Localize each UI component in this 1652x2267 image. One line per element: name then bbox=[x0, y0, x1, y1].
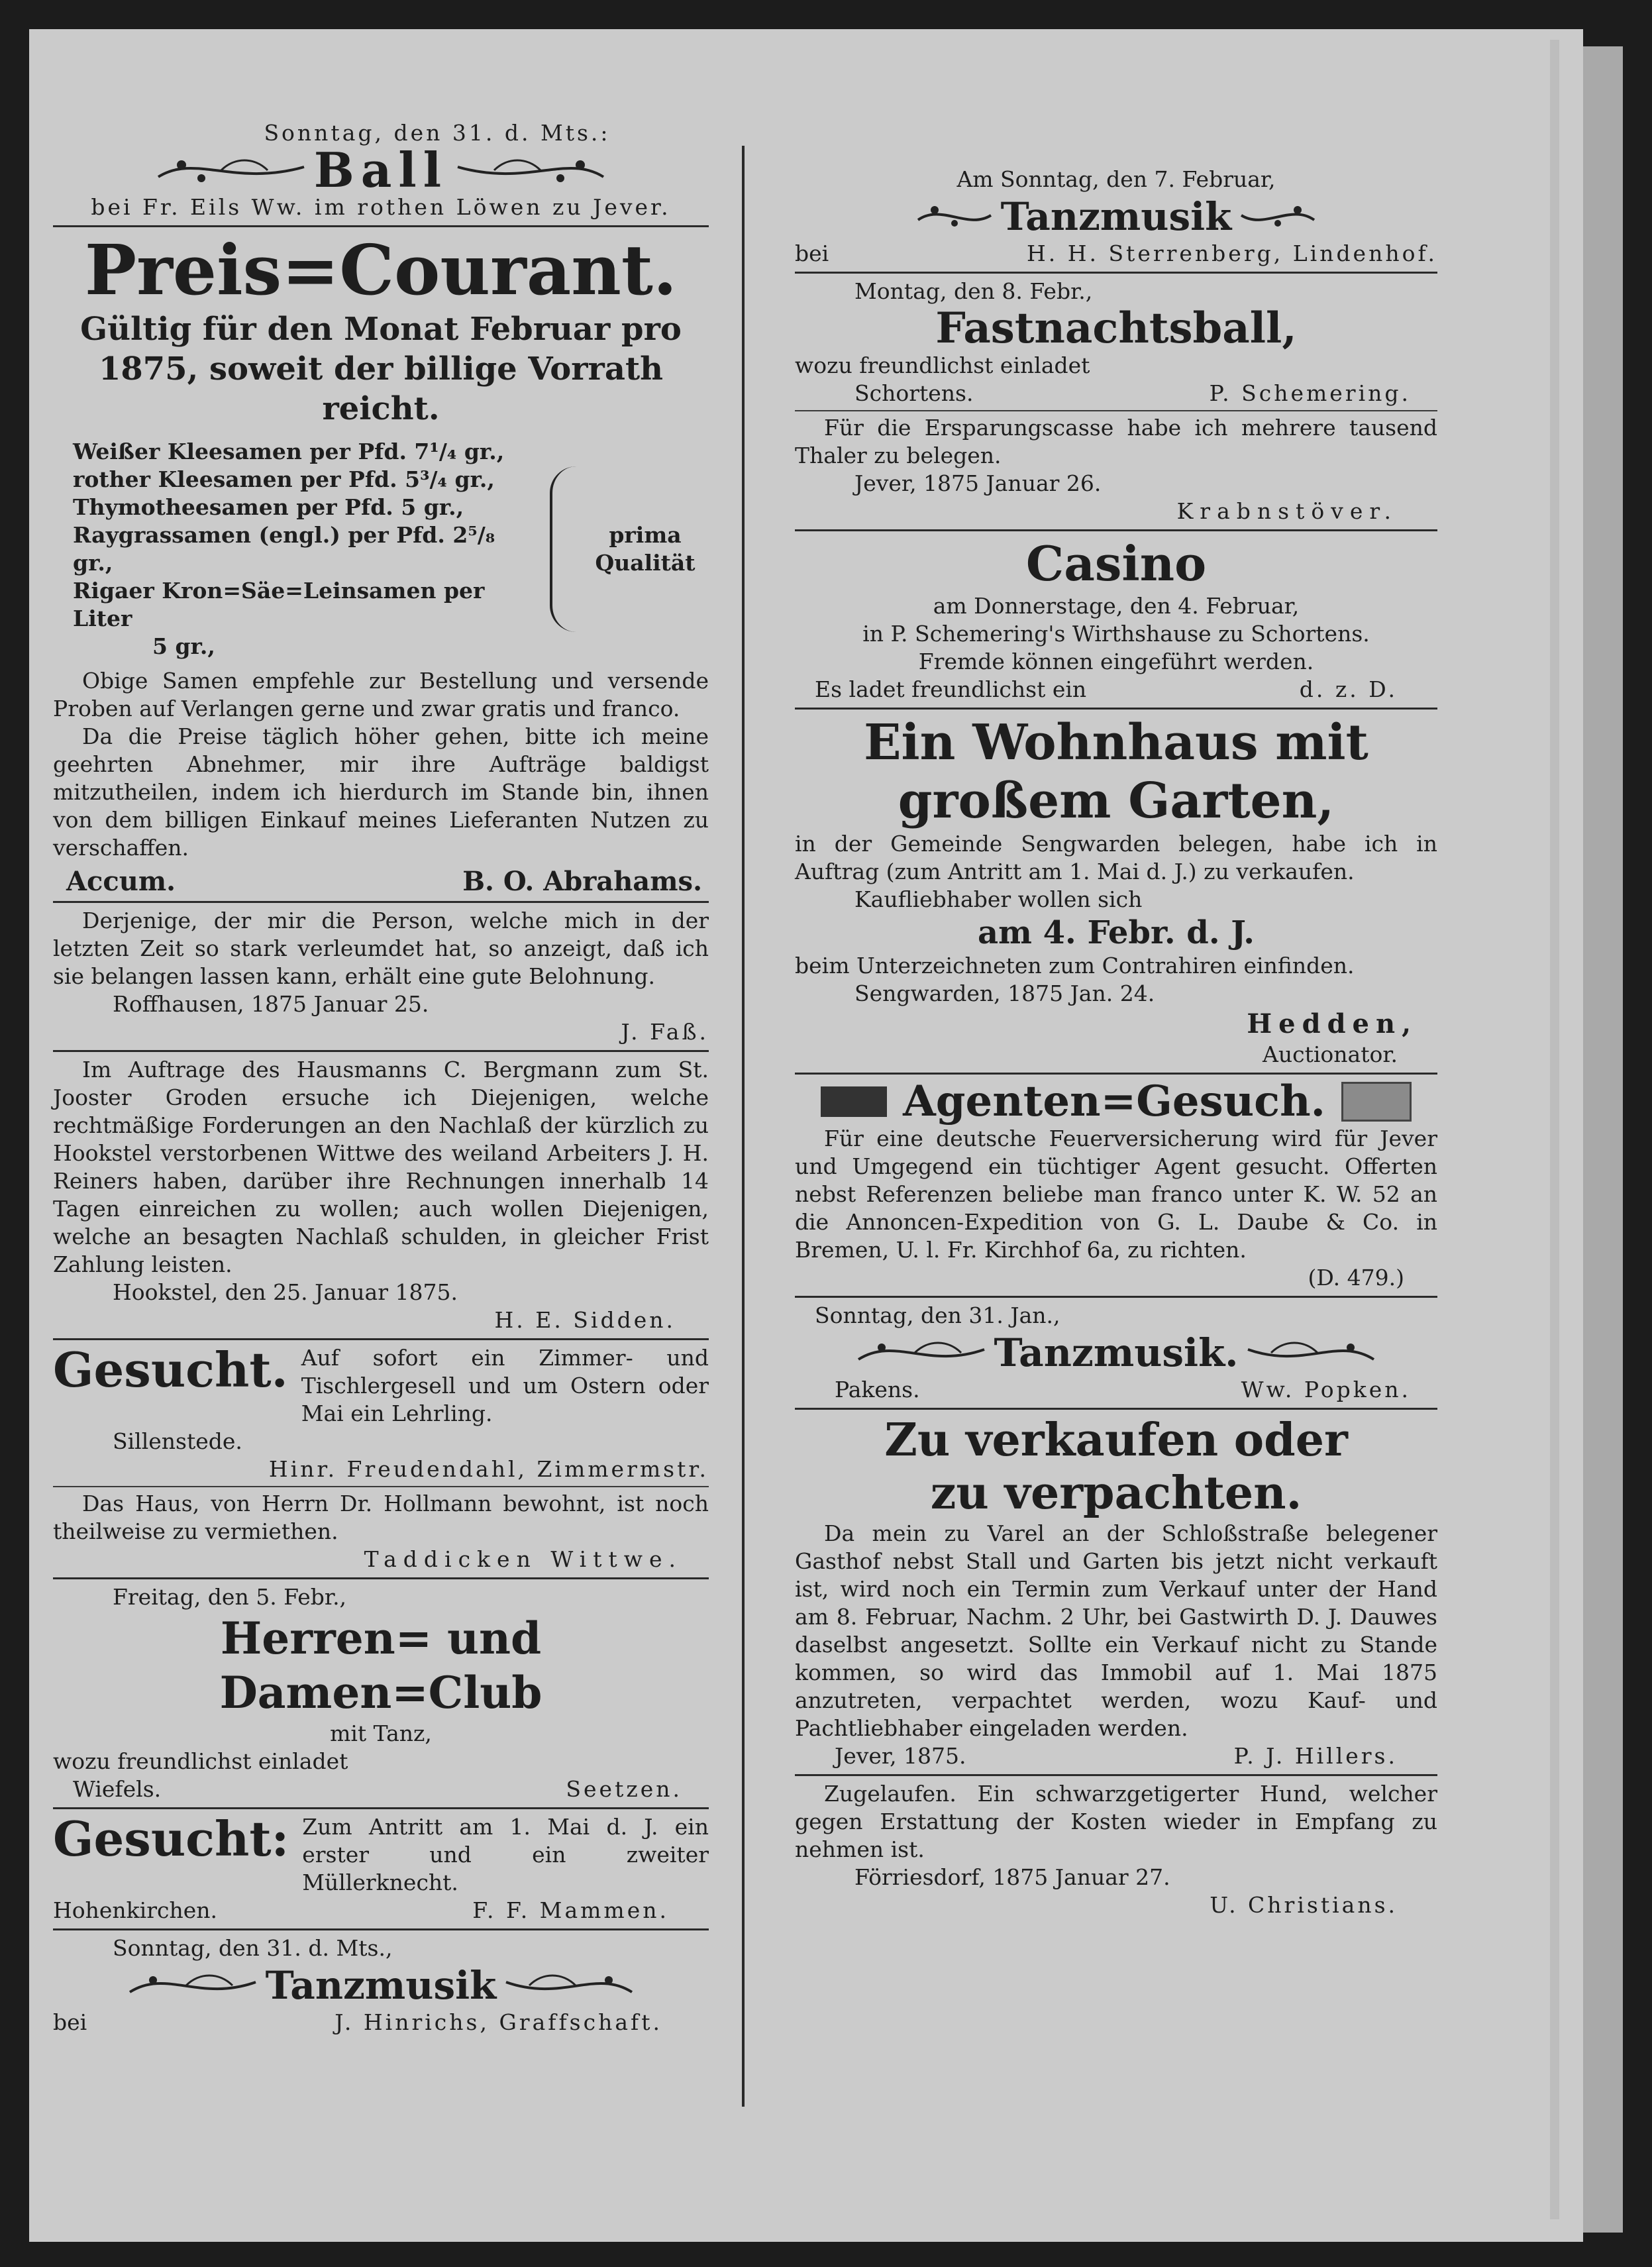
ad-tanz-left bbox=[53, 1934, 709, 2036]
bergmann-name: H. E. Sidden. bbox=[494, 1307, 676, 1333]
club-invite: wozu freundlichst einladet bbox=[53, 1748, 348, 1774]
seed-item: rother Kleesamen per Pfd. 5³/₄ gr., bbox=[73, 466, 495, 492]
casino-line-4: Es ladet freundlichst ein bbox=[815, 676, 1087, 702]
ornament-right-icon bbox=[1245, 1333, 1377, 1373]
club-place: Wiefels. bbox=[73, 1776, 162, 1802]
gesucht-1-block bbox=[53, 1344, 709, 1428]
ad-gesucht-2 bbox=[53, 1813, 709, 1924]
bergmann-date: Hookstel, den 25. Januar 1875. bbox=[113, 1279, 458, 1305]
preis-title: Preis=Courant. bbox=[84, 229, 678, 311]
page-edge bbox=[1550, 40, 1559, 2219]
page-stack-edge bbox=[1583, 46, 1623, 2233]
gesucht-1-name: Hinr. Freudendahl, Zimmermstr. bbox=[268, 1456, 709, 1482]
ad-haus bbox=[53, 1490, 709, 1573]
fass-name: J. Faß. bbox=[621, 1019, 709, 1045]
tanz2-signature bbox=[795, 1376, 1437, 1404]
separator bbox=[795, 410, 1437, 411]
verkauf-name: P. J. Hillers. bbox=[1233, 1743, 1398, 1769]
tanz1-signature bbox=[795, 240, 1437, 268]
ad-fastnacht bbox=[795, 278, 1437, 407]
tanz-left-name: J. Hinrichs, Graffschaft. bbox=[335, 2009, 662, 2035]
ornament-left-icon bbox=[915, 197, 994, 237]
wohnhaus-name: Hedden, bbox=[1247, 1008, 1418, 1039]
haus-name: Taddicken Wittwe. bbox=[364, 1546, 682, 1572]
agenten-text: Für eine deutsche Feuerversicherung wird für Jever und Umgegend ein tüchtiger Agent gesucht. Offerten nebst Referenzen beliebe man franco unter K. W. 52 an die Annoncen-Expedition von G. L. Daube & Co. in Bremen, U. l. Fr. Kirchhof 6a, zu richten. bbox=[795, 1126, 1437, 1263]
club-date: Freitag, den 5. Febr., bbox=[113, 1584, 347, 1610]
ornament-right-icon bbox=[1238, 197, 1317, 237]
separator bbox=[795, 272, 1437, 274]
ad-fass bbox=[53, 907, 709, 1046]
separator bbox=[795, 529, 1437, 531]
tanz1-bei: bei bbox=[795, 240, 829, 266]
gesucht-2-place: Hohenkirchen. bbox=[53, 1897, 218, 1923]
column-divider bbox=[742, 146, 745, 2107]
tanz-left-signature bbox=[53, 2009, 709, 2036]
wohnhaus-text: in der Gemeinde Sengwarden belegen, habe ich in Auftrag (zum Antritt am 1. Mai d. J.) zu verkaufen. bbox=[795, 831, 1437, 884]
separator bbox=[53, 1577, 709, 1579]
ad-agenten bbox=[795, 1079, 1437, 1292]
seed-item: Rigaer Kron=Säe=Leinsamen per Liter bbox=[73, 578, 485, 631]
wohnhaus-role: Auctionator. bbox=[1263, 1041, 1398, 1067]
ornament-left-icon bbox=[155, 150, 307, 190]
ball-title: Ball bbox=[313, 142, 448, 198]
tanz2-headline bbox=[795, 1330, 1437, 1376]
fastnacht-name: P. Schemering. bbox=[1209, 380, 1411, 406]
ad-casse bbox=[795, 414, 1437, 525]
tanz2-title: Tanzmusik. bbox=[994, 1330, 1239, 1375]
gesucht-2-name: F. F. Mammen. bbox=[472, 1897, 669, 1923]
ball-place: bei Fr. Eils Ww. im rothen Löwen zu Jever. bbox=[91, 194, 671, 220]
ornament-right-icon bbox=[454, 150, 607, 190]
wohnhaus-place: Sengwarden, 1875 Jan. 24. bbox=[854, 980, 1155, 1006]
hund-text: Zugelaufen. Ein schwarzgetigerter Hund, welcher gegen Erstattung der Kosten wieder in Empfang zu nehmen ist. bbox=[795, 1781, 1437, 1862]
wohnhaus-date: am 4. Febr. d. J. bbox=[978, 914, 1255, 951]
ad-bergmann bbox=[53, 1056, 709, 1334]
separator bbox=[795, 708, 1437, 710]
separator bbox=[53, 225, 709, 227]
fass-date: Roffhausen, 1875 Januar 25. bbox=[113, 991, 429, 1017]
haus-text: Das Haus, von Herrn Dr. Hollmann bewohnt, ist noch theilweise zu vermiethen. bbox=[53, 1491, 709, 1544]
ad-hund bbox=[795, 1780, 1437, 1919]
gesucht-2-word: Gesucht: bbox=[53, 1811, 289, 1867]
seed-item: Weißer Kleesamen per Pfd. 7¹/₄ gr., bbox=[73, 439, 505, 464]
separator bbox=[53, 1486, 709, 1487]
agenten-title: Agenten=Gesuch. bbox=[903, 1077, 1325, 1126]
hund-name: U. Christians. bbox=[1210, 1892, 1398, 1918]
seed-item: Thymotheesamen per Pfd. 5 gr., bbox=[73, 494, 464, 520]
verkauf-title-2: zu verpachten. bbox=[930, 1467, 1302, 1520]
casino-line-1: am Donnerstage, den 4. Februar, bbox=[933, 593, 1300, 619]
ball-headline bbox=[53, 142, 709, 198]
preis-place: Accum. bbox=[66, 866, 176, 897]
casino-line-2: in P. Schemering's Wirthshause zu Schortens. bbox=[862, 621, 1370, 647]
separator bbox=[53, 1807, 709, 1809]
hund-date: Förriesdorf, 1875 Januar 27. bbox=[854, 1864, 1170, 1890]
preis-paragraph-2: Da die Preise täglich höher gehen, bitte ich meine geehrten Abnehmer, mir ihre Aufträge baldigst mitzutheilen, indem ich hierdurch im Stande bin, ihnen von dem billigen Einkauf meines Lieferanten Nutzen zu verschaffen. bbox=[53, 723, 709, 861]
club-signature bbox=[53, 1775, 709, 1803]
seed-item: 5 gr., bbox=[152, 633, 215, 659]
preis-signature bbox=[53, 862, 709, 897]
seed-item: Raygrassamen (engl.) per Pfd. 2⁵/₈ gr., bbox=[73, 522, 495, 576]
wohnhaus-title-1: Ein Wohnhaus mit bbox=[864, 714, 1368, 771]
quality-label: prima Qualität bbox=[595, 522, 696, 576]
ad-casino bbox=[795, 535, 1437, 704]
separator bbox=[53, 1050, 709, 1052]
preis-subtitle: Gültig für den Monat Februar pro 1875, soweit der billige Vorrath reicht. bbox=[80, 311, 682, 427]
right-column bbox=[795, 166, 1437, 1919]
brace-icon bbox=[550, 466, 586, 632]
tanz2-name: Ww. Popken. bbox=[1241, 1377, 1411, 1402]
black-bar-icon bbox=[821, 1086, 887, 1117]
ornament-left-icon bbox=[855, 1333, 988, 1373]
club-sub: mit Tanz, bbox=[330, 1720, 432, 1746]
tanz1-date: Am Sonntag, den 7. Februar, bbox=[956, 166, 1276, 192]
tanz-left-date: Sonntag, den 31. d. Mts., bbox=[113, 1935, 393, 1961]
gesucht-2-block bbox=[53, 1813, 709, 1897]
seed-list-block bbox=[53, 438, 709, 660]
casse-name: Krabnstöver. bbox=[1176, 498, 1398, 524]
separator bbox=[53, 901, 709, 903]
tanz1-title: Tanzmusik bbox=[1000, 194, 1232, 239]
ad-tanz-lindenhof bbox=[795, 166, 1437, 268]
grey-box-icon bbox=[1341, 1082, 1412, 1122]
casino-line-3: Fremde können eingeführt werden. bbox=[918, 649, 1314, 674]
agenten-code: (D. 479.) bbox=[1308, 1265, 1404, 1291]
ad-tanz-pakens bbox=[795, 1302, 1437, 1404]
tanz-left-title: Tanzmusik bbox=[265, 1963, 497, 2008]
club-title: Herren= und Damen=Club bbox=[219, 1612, 542, 1718]
casse-text: Für die Ersparungscasse habe ich mehrere tausend Thaler zu belegen. bbox=[795, 415, 1437, 468]
club-name: Seetzen. bbox=[566, 1776, 682, 1802]
wohnhaus-line-2: beim Unterzeichneten zum Contrahiren einfinden. bbox=[795, 953, 1355, 978]
ornament-right-icon bbox=[503, 1966, 635, 2005]
preis-name: B. O. Abrahams. bbox=[462, 866, 702, 897]
gesucht-2-signature bbox=[53, 1897, 709, 1924]
casino-title: Casino bbox=[1025, 535, 1207, 592]
ad-wohnhaus bbox=[795, 713, 1437, 1069]
ad-verkauf bbox=[795, 1414, 1437, 1770]
separator bbox=[795, 1296, 1437, 1298]
fass-text: Derjenige, der mir die Person, welche mich in der letzten Zeit so stark verleumdet hat, so anzeigt, daß ich sie belangen lassen kann, erhält eine gute Belohnung. bbox=[53, 908, 709, 989]
fastnacht-date: Montag, den 8. Febr., bbox=[854, 278, 1093, 304]
tanz-left-bei: bei bbox=[53, 2009, 87, 2035]
ball-date: Sonntag, den 31. d. Mts.: bbox=[264, 120, 611, 146]
fastnacht-signature bbox=[795, 380, 1437, 407]
tanz2-place: Pakens. bbox=[835, 1377, 920, 1402]
fastnacht-title: Fastnachtsball, bbox=[935, 303, 1297, 353]
wohnhaus-title-2: großem Garten, bbox=[898, 772, 1335, 829]
separator bbox=[795, 1774, 1437, 1776]
left-column bbox=[53, 119, 709, 2036]
preis-paragraph-1: Obige Samen empfehle zur Bestellung und versende Proben auf Verlangen gerne und zwar gratis und franco. bbox=[53, 668, 709, 721]
separator bbox=[53, 1928, 709, 1930]
casino-sig: d. z. D. bbox=[1299, 676, 1398, 702]
gesucht-1-text: Auf sofort ein Zimmer- und Tischlergesell und um Ostern oder Mai ein Lehrling. bbox=[301, 1345, 709, 1426]
seed-list bbox=[73, 438, 537, 660]
tanz1-name: H. H. Sterrenberg, Lindenhof. bbox=[1026, 240, 1437, 266]
ad-ball bbox=[53, 119, 709, 221]
bergmann-text: Im Auftrage des Hausmanns C. Bergmann zum St. Jooster Groden ersuche ich Diejenigen, welche rechtmäßige Forderungen an den Nachlaß der kürzlich zu Hookstel verstorbenen Wittwe des weiland Arbeiters J. H. Reiners haben, darüber ihre Rechnungen innerhalb 14 Tagen einreichen zu wollen; auch wollen Diejenigen, welche an besagten Nachlaß schulden, in gleicher Frist Zahlung leisten. bbox=[53, 1057, 709, 1277]
verkauf-signature bbox=[795, 1742, 1437, 1770]
agenten-headline bbox=[795, 1079, 1437, 1125]
verkauf-title-1: Zu verkaufen oder bbox=[884, 1414, 1348, 1467]
ornament-left-icon bbox=[127, 1966, 259, 2005]
tanz-left-headline bbox=[53, 1962, 709, 2009]
tanz1-headline bbox=[795, 193, 1437, 240]
gesucht-1-place: Sillenstede. bbox=[113, 1428, 242, 1454]
separator bbox=[53, 1338, 709, 1340]
separator bbox=[795, 1408, 1437, 1410]
gesucht-1-word: Gesucht. bbox=[53, 1342, 288, 1398]
tanz2-date: Sonntag, den 31. Jan., bbox=[815, 1302, 1060, 1328]
casse-date: Jever, 1875 Januar 26. bbox=[854, 470, 1102, 496]
separator bbox=[795, 1073, 1437, 1075]
casino-signature bbox=[795, 676, 1437, 704]
verkauf-text: Da mein zu Varel an der Schloßstraße belegener Gasthof nebst Stall und Garten bis jetzt nicht verkauft ist, wird noch ein Termin zum Verkauf unter der Hand am 8. Februar, Nachm. 2 Uhr, bei Gastwirth D. J. Dauwes daselbst angesetzt. Sollte ein Verkauf nicht zu Stande kommen, so wird das Immobil auf 1. Mai 1875 anzutreten, verpachtet werden, wozu Kauf- und Pachtliebhaber eingeladen werden. bbox=[795, 1520, 1437, 1741]
ad-gesucht-1 bbox=[53, 1344, 709, 1483]
ad-club bbox=[53, 1583, 709, 1803]
fastnacht-invite: wozu freundlichst einladet bbox=[795, 352, 1090, 378]
fastnacht-place: Schortens. bbox=[854, 380, 974, 406]
verkauf-place: Jever, 1875. bbox=[835, 1743, 966, 1769]
wohnhaus-line-1: Kaufliebhaber wollen sich bbox=[854, 886, 1143, 912]
ad-preis-courant bbox=[53, 231, 709, 897]
gesucht-2-text: Zum Antritt am 1. Mai d. J. ein erster und ein zweiter Müllerknecht. bbox=[302, 1814, 709, 1895]
